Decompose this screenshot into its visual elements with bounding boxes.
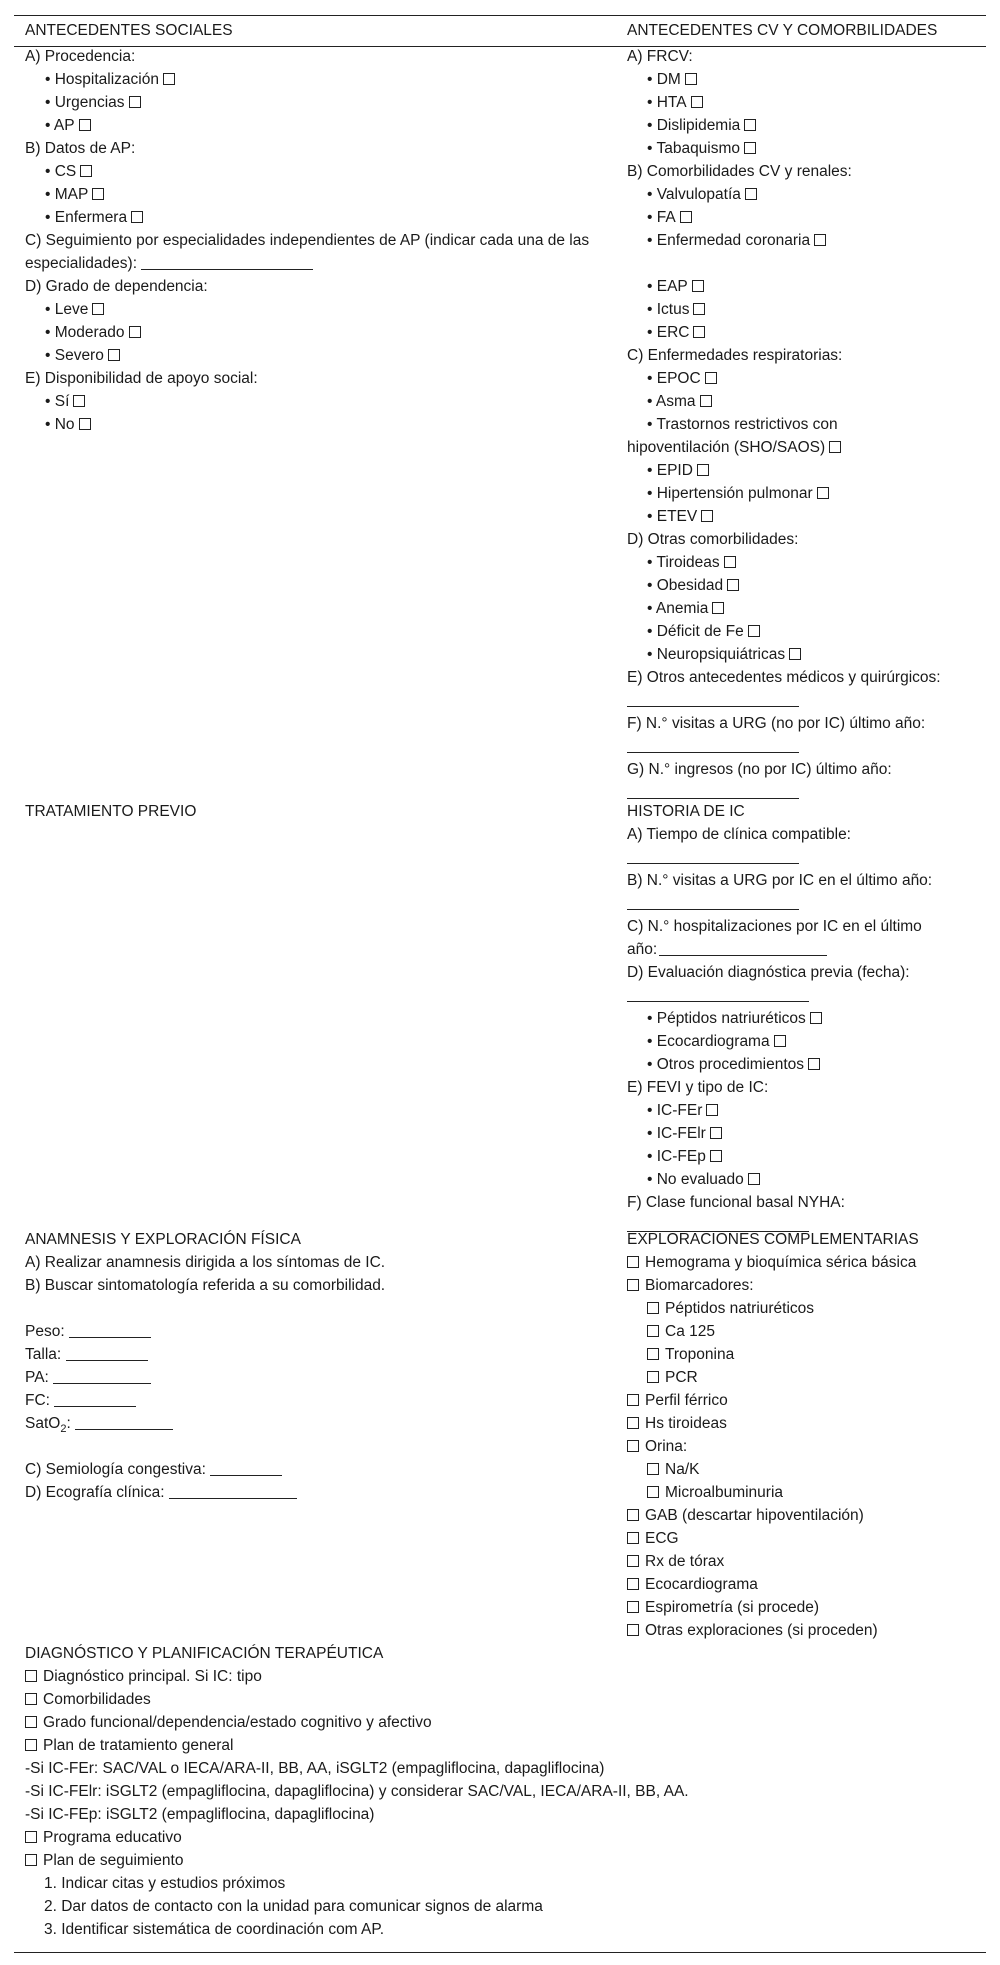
exploracion-item: Espirometría (si procede) xyxy=(627,1596,987,1619)
datos-ap-option: • Enfermera xyxy=(25,206,615,229)
peso-blank[interactable] xyxy=(69,1321,151,1338)
checkbox[interactable] xyxy=(131,211,143,223)
biomarcador-item: PCR xyxy=(627,1366,987,1389)
procedencia-option: • AP xyxy=(25,114,615,137)
checkbox[interactable] xyxy=(700,395,712,407)
exploracion-item: ECG xyxy=(627,1527,987,1550)
treatment-plan-line: -Si IC-FEr: SAC/VAL o IECA/ARA-II, BB, AA, iSGLT2 (empagliflocina, dapagliflocina) xyxy=(25,1760,605,1777)
otra-comorbilidad-option: • Déficit de Fe xyxy=(627,620,987,643)
checkbox[interactable] xyxy=(710,1150,722,1162)
diagnostico-section xyxy=(25,1642,975,1941)
text-blank[interactable] xyxy=(627,782,799,799)
seguimiento-step: 2. Dar datos de contacto con la unidad para comunicar signos de alarma xyxy=(44,1898,543,1915)
checkbox[interactable] xyxy=(706,1104,718,1116)
checkbox[interactable] xyxy=(627,1555,639,1567)
checkbox[interactable] xyxy=(25,1716,37,1728)
seguimiento-especialidades: C) Seguimiento por especialidades independientes de AP (indicar cada una de las especialidades): xyxy=(25,232,590,272)
ecografia-blank[interactable] xyxy=(169,1482,297,1499)
fevi-option: • No evaluado xyxy=(627,1168,987,1191)
fc-blank[interactable] xyxy=(54,1390,136,1407)
otra-comorbilidad-option: • Neuropsiquiátricas xyxy=(627,643,987,666)
semiologia-field: C) Semiología congestiva: xyxy=(25,1458,615,1481)
evaluacion-label: D) Evaluación diagnóstica previa (fecha): xyxy=(627,964,910,981)
nyha-label: F) Clase funcional basal NYHA: xyxy=(627,1194,845,1211)
peso-field: Peso: xyxy=(25,1320,615,1343)
exploracion-item: Perfil férrico xyxy=(627,1389,987,1412)
checkbox[interactable] xyxy=(744,142,756,154)
respiratoria-option-line2: hipoventilación (SHO/SAOS) xyxy=(627,436,987,459)
checkbox[interactable] xyxy=(92,188,104,200)
checkbox[interactable] xyxy=(163,73,175,85)
fevi-label: E) FEVI y tipo de IC: xyxy=(627,1079,769,1096)
ic-section xyxy=(627,800,987,1237)
checkbox[interactable] xyxy=(25,1739,37,1751)
fevi-option: • IC-FEr xyxy=(627,1099,987,1122)
procedencia-label: A) Procedencia: xyxy=(25,48,136,65)
comorbilidad-option: • Ictus xyxy=(627,298,987,321)
checkbox[interactable] xyxy=(627,1440,639,1452)
ecografia-field: D) Ecografía clínica: xyxy=(25,1481,615,1504)
exploraciones-title: EXPLORACIONES COMPLEMENTARIAS xyxy=(627,1231,919,1248)
respiratoria-option-line1: • Trastornos restrictivos con xyxy=(647,416,838,433)
biomarcador-item: Péptidos natriuréticos xyxy=(627,1297,987,1320)
anamnesis-section xyxy=(25,1228,615,1504)
pa-field: PA: xyxy=(25,1366,615,1389)
seguimiento-step: 3. Identificar sistemática de coordinación com AP. xyxy=(44,1921,385,1938)
checkbox[interactable] xyxy=(79,119,91,131)
spacer xyxy=(627,252,987,275)
semiologia-blank[interactable] xyxy=(210,1459,282,1476)
text-blank[interactable] xyxy=(659,939,827,956)
checkbox[interactable] xyxy=(627,1417,639,1429)
comorbilidad-option: • FA xyxy=(627,206,987,229)
checkbox[interactable] xyxy=(627,1624,639,1636)
checkbox[interactable] xyxy=(705,372,717,384)
tiempo-clinica-label: A) Tiempo de clínica compatible: xyxy=(627,826,851,843)
checkbox[interactable] xyxy=(701,510,713,522)
respiratoria-option: • ETEV xyxy=(627,505,987,528)
checkbox[interactable] xyxy=(692,280,704,292)
checkbox[interactable] xyxy=(745,188,757,200)
checkbox[interactable] xyxy=(25,1854,37,1866)
exploracion-item: Biomarcadores: xyxy=(627,1274,987,1297)
otras-comorbilidades-label: D) Otras comorbilidades: xyxy=(627,531,799,548)
respiratoria-option: • EPID xyxy=(627,459,987,482)
diagnostico-item: Diagnóstico principal. Si IC: tipo xyxy=(25,1665,975,1688)
comorbilidad-option: • Valvulopatía xyxy=(627,183,987,206)
checkbox[interactable] xyxy=(829,441,841,453)
checkbox[interactable] xyxy=(744,119,756,131)
fevi-option: • IC-FEp xyxy=(627,1145,987,1168)
checkbox[interactable] xyxy=(627,1509,639,1521)
checkbox[interactable] xyxy=(774,1035,786,1047)
anamnesis-a: A) Realizar anamnesis dirigida a los síntomas de IC. xyxy=(25,1254,386,1271)
respiratoria-option: • Asma xyxy=(627,390,987,413)
checkbox[interactable] xyxy=(810,1012,822,1024)
checkbox[interactable] xyxy=(724,556,736,568)
otra-comorbilidad-option: • Obesidad xyxy=(627,574,987,597)
apoyo-social-label: E) Disponibilidad de apoyo social: xyxy=(25,370,258,387)
checkbox[interactable] xyxy=(627,1601,639,1613)
social-title: ANTECEDENTES SOCIALES xyxy=(25,22,233,39)
biomarcador-item: Troponina xyxy=(627,1343,987,1366)
frcv-label: A) FRCV: xyxy=(627,48,693,65)
dependencia-option: • Leve xyxy=(25,298,615,321)
checkbox[interactable] xyxy=(647,1325,659,1337)
exploracion-item: Hs tiroideas xyxy=(627,1412,987,1435)
procedencia-option: • Hospitalización xyxy=(25,68,615,91)
checkbox[interactable] xyxy=(710,1127,722,1139)
text-blank[interactable] xyxy=(627,736,799,753)
checkbox[interactable] xyxy=(25,1670,37,1682)
checkbox[interactable] xyxy=(627,1532,639,1544)
checkbox[interactable] xyxy=(25,1693,37,1705)
apoyo-option: • No xyxy=(25,413,615,436)
datos-ap-option: • MAP xyxy=(25,183,615,206)
top-rule xyxy=(14,15,986,16)
comorbilidad-option: • ERC xyxy=(627,321,987,344)
talla-field: Talla: xyxy=(25,1343,615,1366)
otra-comorbilidad-option: • Anemia xyxy=(627,597,987,620)
orina-item: Microalbuminuria xyxy=(627,1481,987,1504)
checkbox[interactable] xyxy=(693,326,705,338)
checkbox[interactable] xyxy=(814,234,826,246)
checkbox[interactable] xyxy=(647,1348,659,1360)
ingresos-label: G) N.° ingresos (no por IC) último año: xyxy=(627,761,892,778)
exploracion-item: Rx de tórax xyxy=(627,1550,987,1573)
checkbox[interactable] xyxy=(627,1578,639,1590)
sat-field: SatO$_2$: xyxy=(25,1412,615,1435)
checkbox[interactable] xyxy=(129,326,141,338)
visitas-urg-label: F) N.° visitas a URG (no por IC) último año: xyxy=(627,715,926,732)
treatment-plan-line: -Si IC-FEp: iSGLT2 (empagliflocina, dapagliflocina) xyxy=(25,1806,375,1823)
diagnostico-item: Plan de tratamiento general xyxy=(25,1734,975,1757)
exploracion-item: GAB (descartar hipoventilación) xyxy=(627,1504,987,1527)
checkbox[interactable] xyxy=(108,349,120,361)
frcv-option: • HTA xyxy=(627,91,987,114)
checkbox[interactable] xyxy=(712,602,724,614)
exploracion-item: Hemograma y bioquímica sérica básica xyxy=(627,1251,987,1274)
comorbilidades-cv-label: B) Comorbilidades CV y renales: xyxy=(627,163,852,180)
diagnostico-item: Comorbilidades xyxy=(25,1688,975,1711)
frcv-option: • DM xyxy=(627,68,987,91)
evaluacion-blank-line xyxy=(627,984,987,1007)
checkbox[interactable] xyxy=(727,579,739,591)
checkbox[interactable] xyxy=(817,487,829,499)
checkbox[interactable] xyxy=(627,1394,639,1406)
exploracion-item: Ecocardiograma xyxy=(627,1573,987,1596)
social-section xyxy=(25,19,615,436)
tiempo-blank-line xyxy=(627,846,987,869)
bottom-rule xyxy=(14,1952,986,1953)
ic-title: HISTORIA DE IC xyxy=(627,803,745,820)
sat-blank[interactable] xyxy=(75,1413,173,1430)
exploraciones-section xyxy=(627,1228,987,1642)
text-blank[interactable] xyxy=(627,893,799,910)
datos-ap-label: B) Datos de AP: xyxy=(25,140,136,157)
checkbox[interactable] xyxy=(129,96,141,108)
pa-blank[interactable] xyxy=(53,1367,151,1384)
visitas-blank-line xyxy=(627,892,987,915)
checkbox[interactable] xyxy=(80,165,92,177)
checkbox[interactable] xyxy=(808,1058,820,1070)
treatment-plan-line: -Si IC-FElr: iSGLT2 (empagliflocina, dapagliflocina) y considerar SAC/VAL, IECA/ARA-II, BB, AA. xyxy=(25,1783,689,1800)
checkbox[interactable] xyxy=(697,464,709,476)
evaluacion-option: • Otros procedimientos xyxy=(627,1053,987,1076)
respiratoria-option: • Hipertensión pulmonar xyxy=(627,482,987,505)
checkbox[interactable] xyxy=(73,395,85,407)
text-blank[interactable] xyxy=(627,847,799,864)
fevi-option: • IC-FElr xyxy=(627,1122,987,1145)
diagnostico-item: Plan de seguimiento xyxy=(25,1849,975,1872)
seguimiento-step: 1. Indicar citas y estudios próximos xyxy=(44,1875,286,1892)
dependencia-option: • Severo xyxy=(25,344,615,367)
checkbox[interactable] xyxy=(79,418,91,430)
checkbox[interactable] xyxy=(647,1486,659,1498)
diagnostico-item: Programa educativo xyxy=(25,1826,975,1849)
checkbox[interactable] xyxy=(25,1831,37,1843)
checkbox[interactable] xyxy=(693,303,705,315)
comorbilidad-option: • EAP xyxy=(627,275,987,298)
cv-title: ANTECEDENTES CV Y COMORBILIDADES xyxy=(627,22,938,39)
visitas-urg-ic-label: B) N.° visitas a URG por IC en el último año: xyxy=(627,872,933,889)
frcv-option: • Tabaquismo xyxy=(627,137,987,160)
procedencia-option: • Urgencias xyxy=(25,91,615,114)
fc-field: FC: xyxy=(25,1389,615,1412)
checkbox[interactable] xyxy=(748,625,760,637)
checkbox[interactable] xyxy=(685,73,697,85)
anamnesis-b: B) Buscar sintomatología referida a su comorbilidad. xyxy=(25,1277,386,1294)
text-blank[interactable] xyxy=(627,985,809,1002)
talla-blank[interactable] xyxy=(66,1344,148,1361)
otra-comorbilidad-option: • Tiroideas xyxy=(627,551,987,574)
treatment-title: TRATAMIENTO PREVIO xyxy=(25,803,197,820)
checkbox[interactable] xyxy=(627,1279,639,1291)
specialties-blank[interactable] xyxy=(141,253,313,270)
treatment-section xyxy=(25,800,615,823)
cv-section xyxy=(627,19,987,804)
dependencia-option: • Moderado xyxy=(25,321,615,344)
orina-item: Na/K xyxy=(627,1458,987,1481)
otros-antecedentes-blank-line xyxy=(627,689,987,712)
exploracion-item: Orina: xyxy=(627,1435,987,1458)
dependencia-label: D) Grado de dependencia: xyxy=(25,278,208,295)
frcv-option: • Dislipidemia xyxy=(627,114,987,137)
comorbilidad-option: • Enfermedad coronaria xyxy=(627,229,987,252)
checkbox[interactable] xyxy=(647,1371,659,1383)
exploracion-item: Otras exploraciones (si proceden) xyxy=(627,1619,987,1642)
respiratorias-label: C) Enfermedades respiratorias: xyxy=(627,347,843,364)
hospitalizaciones-label: C) N.° hospitalizaciones por IC en el último xyxy=(627,918,922,935)
text-blank[interactable] xyxy=(627,690,799,707)
diagnostico-title: DIAGNÓSTICO Y PLANIFICACIÓN TERAPÉUTICA xyxy=(25,1645,384,1662)
evaluacion-option: • Ecocardiograma xyxy=(627,1030,987,1053)
spacer xyxy=(25,1297,615,1320)
checkbox[interactable] xyxy=(680,211,692,223)
hospitalizaciones-line2: año: xyxy=(627,938,987,961)
biomarcador-item: Ca 125 xyxy=(627,1320,987,1343)
checkbox[interactable] xyxy=(647,1302,659,1314)
checkbox[interactable] xyxy=(92,303,104,315)
checkbox[interactable] xyxy=(647,1463,659,1475)
diagnostico-item: Grado funcional/dependencia/estado cognitivo y afectivo xyxy=(25,1711,975,1734)
checkbox[interactable] xyxy=(748,1173,760,1185)
datos-ap-option: • CS xyxy=(25,160,615,183)
spacer xyxy=(25,1435,615,1458)
anamnesis-title: ANAMNESIS Y EXPLORACIÓN FÍSICA xyxy=(25,1231,301,1248)
visitas-urg-blank-line xyxy=(627,735,987,758)
checkbox[interactable] xyxy=(789,648,801,660)
respiratoria-option: • EPOC xyxy=(627,367,987,390)
evaluacion-option: • Péptidos natriuréticos xyxy=(627,1007,987,1030)
checkbox[interactable] xyxy=(691,96,703,108)
apoyo-option: • Sí xyxy=(25,390,615,413)
checkbox[interactable] xyxy=(627,1256,639,1268)
otros-antecedentes-label: E) Otros antecedentes médicos y quirúrgicos: xyxy=(627,669,941,686)
